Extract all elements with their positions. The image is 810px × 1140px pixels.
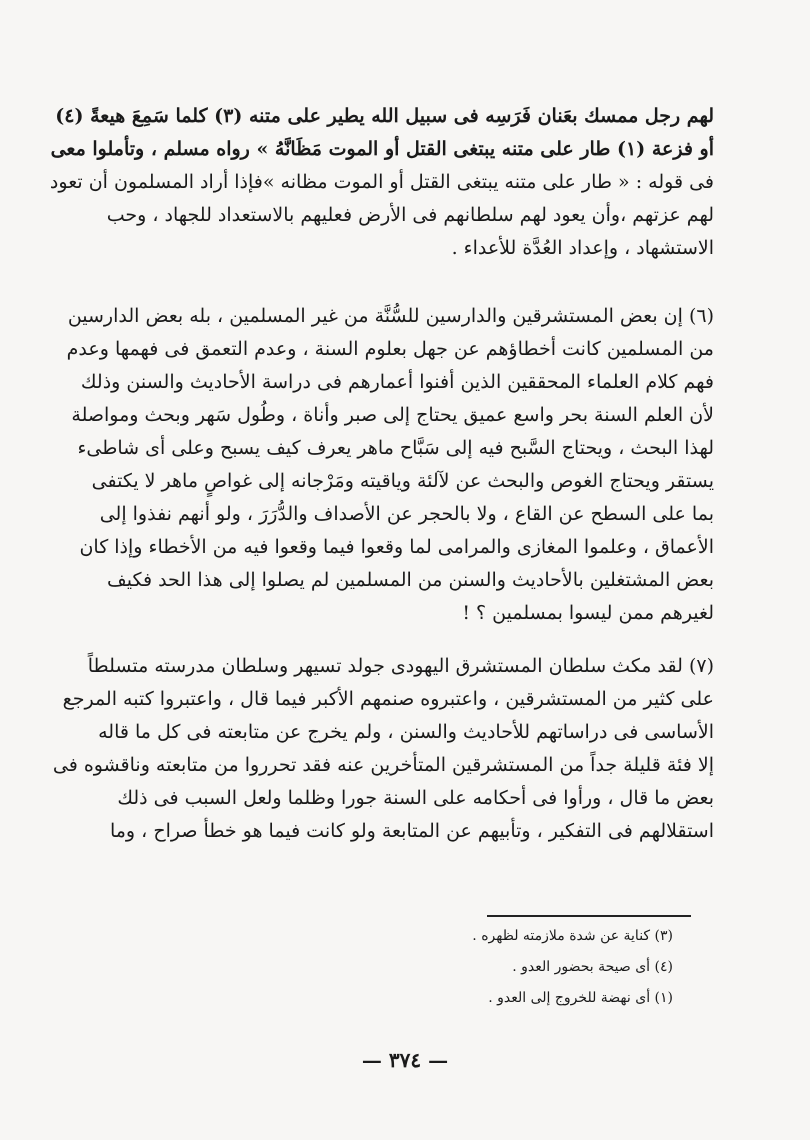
paragraph-goldziher — [52, 650, 714, 848]
page-number: — ٣٧٤ — — [361, 1048, 449, 1072]
text-line: يستقر ويحتاج الغوص والبحث عن لآلئة وياقيته ومَرْجانه إلى غواصٍ ماهر لا يكتفى — [91, 470, 714, 492]
text-line: أو فزعة (١) طار على متنه يبتغى القتل أو الموت مَظَانَّهُ » رواه مسلم ، وتأملوا معى — [50, 138, 714, 160]
text-line: لهذا البحث ، ويحتاج السَّبح فيه إلى سَبَّاح ماهر يعرف كيف يسبح وعلى أى شاطىء — [77, 437, 714, 459]
text-line: فى قوله : « طار على متنه يبتغى القتل أو الموت مظانه »فإذا أراد المسلمون أن تعود — [49, 171, 714, 193]
paragraph-orientalists — [66, 300, 714, 630]
footnote-item: (١) أى نهضة للخروج إلى العدو . — [488, 990, 673, 1006]
footnote-divider — [487, 915, 691, 917]
footnote-item: (٤) أى صيحة بحضور العدو . — [512, 959, 673, 975]
text-line: فهم كلام العلماء المحققين الذين أفنوا أعمارهم فى دراسة الأحاديث والسنن وذلك — [80, 371, 714, 393]
text-line: الاستشهاد ، وإعداد العُدَّة للأعداء . — [451, 237, 714, 259]
text-line: (٦) إن بعض المستشرقين والدارسين للسُّنَّة من غير المسلمين ، بله بعض الدارسين — [67, 305, 714, 327]
text-line: إلا فئة قليلة جداً من المستشرقين المتأخرين عنه فقد تحرروا من متابعته وناقشوه فى — [52, 754, 714, 776]
text-line: بعض ما قال ، ورأوا فى أحكامه على السنة جورا وظلما ولعل السبب فى ذلك — [117, 787, 714, 809]
paragraph-hadith-commentary — [49, 100, 714, 265]
text-line: بعض المشتغلين بالأحاديث والسنن من المسلمين لم يصلوا إلى هذا الحد فكيف — [107, 569, 714, 591]
text-line: لأن العلم السنة بحر واسع عميق يحتاج إلى صبر وأناة ، وطُول سَهر وبحث ومواصلة — [71, 404, 714, 426]
text-line: الأساسى فى دراساتهم للأحاديث والسنن ، ولم يخرج عن متابعته فى كل ما قاله — [98, 721, 714, 743]
text-line: من المسلمين كانت أخطاؤهم عن جهل بعلوم السنة ، وعدم التعمق فى فهمها وعدم — [66, 338, 714, 360]
text-line: (٧) لقد مكث سلطان المستشرق اليهودى جولد تسيهر وسلطان مدرسته متسلطاً — [87, 655, 714, 677]
text-line: لغيرهم ممن ليسوا بمسلمين ؟ ! — [462, 602, 714, 624]
footnote-item: (٣) كناية عن شدة ملازمته لظهره . — [472, 928, 673, 944]
text-line: استقلالهم فى التفكير ، وتأبيهم عن المتابعة ولو كانت فيما هو خطأ صراح ، وما — [109, 820, 714, 842]
footnotes — [300, 921, 673, 1014]
text-line: الأعماق ، وعلموا المغازى والمرامى لما وقعوا فيما وقعوا فيه من الأخطاء وإذا كان — [79, 536, 714, 558]
text-line: لهم رجل ممسك بعَنان فَرَسِه فى سبيل الله يطير على متنه (٣) كلما سَمِعَ هيعةً (٤) — [55, 105, 714, 127]
text-line: على كثير من المستشرقين ، واعتبروه صنمهم الأكبر فيما قال ، واعتبروا كتبه المرجع — [62, 688, 714, 710]
text-line: بما على السطح عن القاع ، ولا بالحجر عن الأصداف والدُّرَرَ ، ولو أنهم نفذوا إلى — [99, 503, 714, 525]
text-line: لهم عزتهم ،وأن يعود لهم سلطانهم فى الأرض فعليهم بالاستعداد للجهاد ، وحب — [106, 204, 714, 226]
